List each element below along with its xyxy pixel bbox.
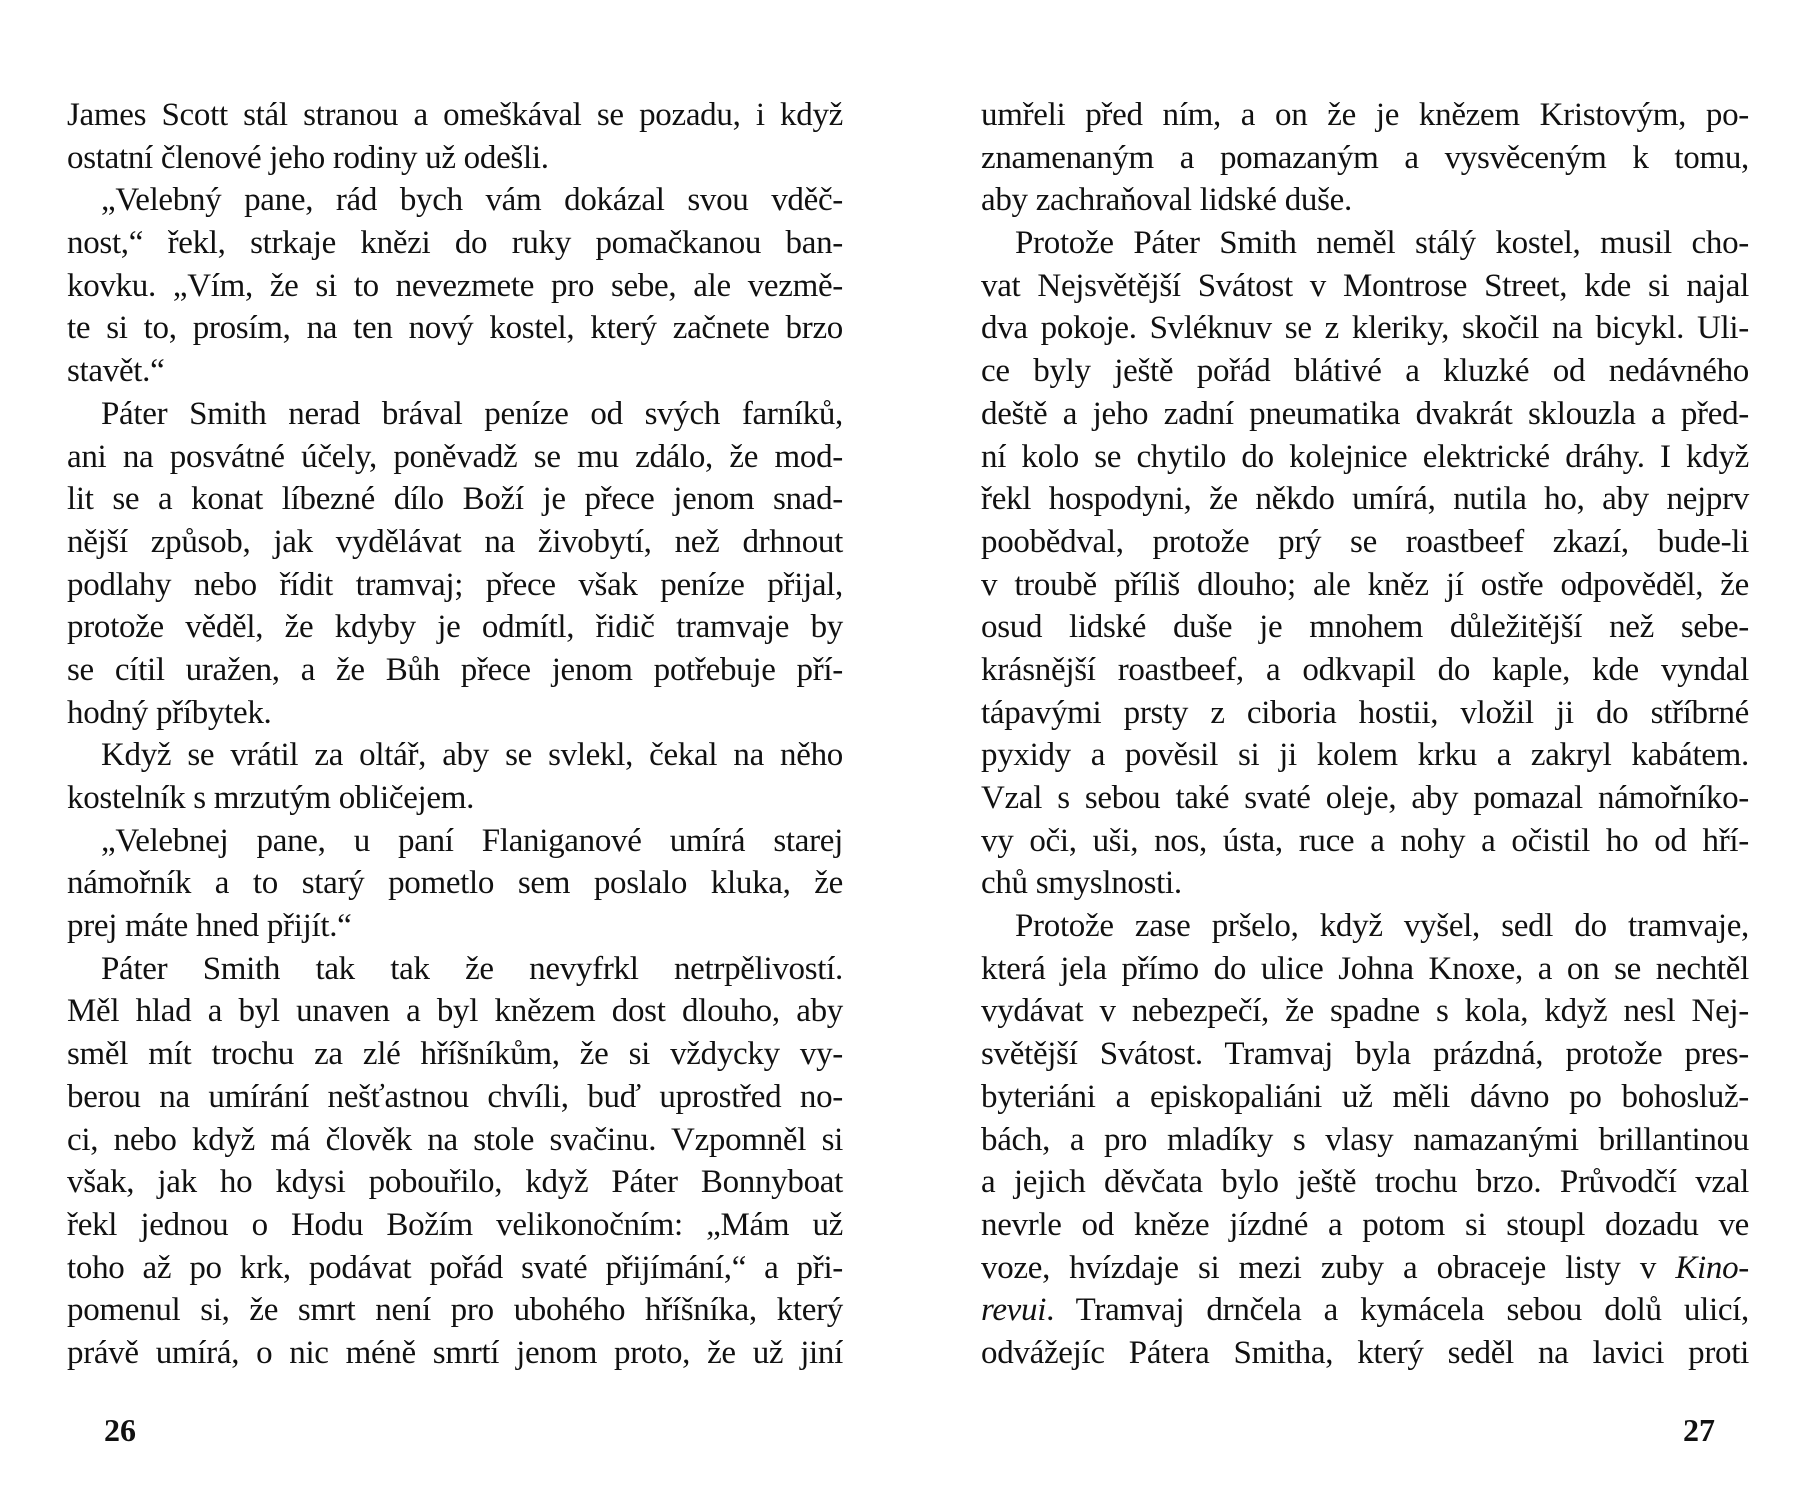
- text-line: [981, 564, 1749, 607]
- text-line: [981, 862, 1749, 905]
- text-line: [67, 179, 843, 222]
- text-line: [67, 1033, 843, 1076]
- text-line: [67, 820, 843, 863]
- text-span: Protože zase pršelo, když vyšel, sedl do tramvaje,: [1015, 908, 1749, 945]
- text-line: [981, 265, 1749, 308]
- text-line: [981, 94, 1749, 137]
- text-span: světější Svátost. Tramvaj byla prázdná, protože pres-: [981, 1036, 1749, 1073]
- text-line: [981, 393, 1749, 436]
- text-span: aby zachraňoval lidské duše.: [981, 182, 1352, 219]
- text-span: bách, a pro mladíky s vlasy namazanými brillantinou: [981, 1121, 1749, 1158]
- text-line: [981, 222, 1749, 265]
- text-line: [67, 862, 843, 905]
- text-span: deště a jeho zadní pneumatika dvakrát sklouzla a před-: [981, 395, 1749, 432]
- text-span: právě umírá, o nic méně smrtí jenom proto, že už jiní: [67, 1334, 843, 1371]
- text-span: te si to, prosím, na ten nový kostel, který začnete brzo: [67, 310, 843, 347]
- text-line: [67, 606, 843, 649]
- text-span: stavět.“: [67, 353, 165, 390]
- text-line: [981, 948, 1749, 991]
- text-span: znamenaným a pomazaným a vysvěceným k tomu,: [981, 139, 1749, 176]
- page-number-right: 27: [1683, 1412, 1715, 1448]
- text-span: ní kolo se chytilo do kolejnice elektrické dráhy. I když: [981, 438, 1749, 475]
- text-span: prej máte hned přijít.“: [67, 908, 352, 945]
- text-span: tápavými prsty z ciboria hostii, vložil ji do stříbrné: [981, 694, 1749, 731]
- text-line: [67, 521, 843, 564]
- text-line: [981, 1332, 1749, 1375]
- text-span: a jejich děvčata bylo ještě trochu brzo. Průvodčí vzal: [981, 1164, 1749, 1201]
- text-span: pomenul si, že smrt není pro ubohého hříšníka, který: [67, 1292, 843, 1329]
- text-span: Když se vrátil za oltář, aby se svlekl, čekal na něho: [101, 737, 843, 774]
- text-line: [67, 649, 843, 692]
- text-line: [67, 734, 843, 777]
- text-span: ci, nebo když má člověk na stole svačinu. Vzpomněl si: [67, 1121, 843, 1158]
- text-line: [67, 905, 843, 948]
- text-line: [67, 393, 843, 436]
- text-line: [67, 692, 843, 735]
- text-span: Páter Smith nerad brával peníze od svých farníků,: [101, 395, 843, 432]
- text-span: odvážejíc Pátera Smitha, který seděl na lavici proti: [981, 1334, 1749, 1371]
- text-line: [981, 649, 1749, 692]
- text-span: námořník a to starý pometlo sem poslalo kluka, že: [67, 865, 843, 902]
- text-span: směl mít trochu za zlé hříšníkům, že si vždycky vy-: [67, 1036, 843, 1073]
- text-line: [67, 1076, 843, 1119]
- text-line: [67, 1332, 843, 1375]
- text-line: [67, 990, 843, 1033]
- text-line: [981, 990, 1749, 1033]
- text-span: toho až po krk, podávat pořád svaté přijímání,“ a při-: [67, 1249, 843, 1286]
- text-span: „Velebnej pane, u paní Flaniganové umírá starej: [101, 822, 843, 859]
- text-span: „Velebný pane, rád bych vám dokázal svou vděč-: [101, 182, 843, 219]
- text-line: [981, 606, 1749, 649]
- text-line: [981, 1119, 1749, 1162]
- text-line: [67, 1289, 843, 1332]
- text-span: řekl jednou o Hodu Božím velikonočním: „Mám už: [67, 1206, 843, 1243]
- text-span: umřeli před ním, a on že je knězem Kristovým, po-: [981, 97, 1749, 133]
- text-span: . Tramvaj drnčela a kymácela sebou dolů ulicí,: [1046, 1292, 1749, 1329]
- text-line: [981, 777, 1749, 820]
- text-span: kostelník s mrzutým obličejem.: [67, 780, 475, 816]
- text-line: [67, 1161, 843, 1204]
- text-span: se cítil uražen, a že Bůh přece jenom potřebuje pří-: [67, 651, 843, 688]
- left-page-text: [67, 94, 843, 1375]
- text-span: vat Nejsvětější Svátost v Montrose Street, kde si najal: [981, 267, 1749, 304]
- text-line: [981, 1033, 1749, 1076]
- text-span: která jela přímo do ulice Johna Knoxe, a on se nechtěl: [981, 950, 1749, 987]
- italic-text: revui: [981, 1292, 1047, 1329]
- page-number-left: 26: [104, 1412, 136, 1448]
- text-line: [67, 137, 843, 180]
- italic-text: Kino-: [1675, 1249, 1749, 1286]
- text-span: ani na posvátné účely, poněvadž se mu zdálo, že mod-: [67, 438, 843, 475]
- text-span: nevrle od kněze jízdné a potom si stoupl dozadu ve: [981, 1206, 1749, 1243]
- text-line: [981, 1161, 1749, 1204]
- text-line: [67, 564, 843, 607]
- text-span: v troubě příliš dlouho; ale kněz jí ostře odpověděl, že: [981, 566, 1749, 603]
- text-span: vydávat v nebezpečí, že spadne s kola, když nesl Nej-: [981, 993, 1749, 1030]
- text-line: [981, 1076, 1749, 1119]
- text-line: [67, 436, 843, 479]
- text-span: nost,“ řekl, strkaje knězi do ruky pomačkanou ban-: [67, 225, 843, 262]
- text-line: [981, 436, 1749, 479]
- text-span: byteriáni a episkopaliáni už měli dávno po bohosluž-: [981, 1078, 1749, 1115]
- text-line: [981, 692, 1749, 735]
- text-line: [67, 1119, 843, 1162]
- text-line: [67, 478, 843, 521]
- text-span: James Scott stál stranou a omeškával se pozadu, i když: [67, 97, 843, 133]
- text-span: dva pokoje. Svléknuv se z kleriky, skočil na bicykl. Uli-: [981, 310, 1749, 347]
- text-line: [981, 1204, 1749, 1247]
- text-line: [981, 521, 1749, 564]
- text-line: [981, 307, 1749, 350]
- text-span: nější způsob, jak vydělávat na živobytí, než drhnout: [67, 523, 843, 560]
- text-line: [981, 905, 1749, 948]
- text-line: [981, 179, 1749, 222]
- text-line: [67, 222, 843, 265]
- text-line: [67, 1247, 843, 1290]
- text-span: pyxidy a pověsil si ji kolem krku a zakryl kabátem.: [981, 737, 1749, 774]
- text-span: ce byly ještě pořád blátivé a kluzké od nedávného: [981, 353, 1749, 390]
- text-span: protože věděl, že kdyby je odmítl, řidič tramvaje by: [67, 609, 843, 646]
- text-span: Vzal s sebou také svaté oleje, aby pomazal námořníko-: [981, 780, 1749, 816]
- text-span: Protože Páter Smith neměl stálý kostel, musil cho-: [1015, 225, 1749, 262]
- text-span: voze, hvízdaje si mezi zuby a obraceje listy v: [981, 1249, 1676, 1286]
- text-span: kovku. „Vím, že si to nevezmete pro sebe, ale vezmě-: [67, 267, 843, 304]
- text-line: [981, 820, 1749, 863]
- text-line: [67, 307, 843, 350]
- text-line: [67, 350, 843, 393]
- text-span: krásnější roastbeef, a odkvapil do kaple, kde vyndal: [981, 651, 1749, 688]
- text-span: berou na umírání nešťastnou chvíli, buď uprostřed no-: [67, 1078, 843, 1115]
- text-span: vy oči, uši, nos, ústa, ruce a nohy a očistil ho od hří-: [981, 822, 1749, 859]
- text-line: [981, 1247, 1749, 1290]
- text-span: však, jak ho kdysi pobouřilo, když Páter Bonnyboat: [67, 1164, 843, 1201]
- text-span: Měl hlad a byl unaven a byl knězem dost dlouho, aby: [67, 993, 843, 1030]
- text-span: hodný příbytek.: [67, 694, 272, 731]
- text-line: [981, 137, 1749, 180]
- text-line: [981, 1289, 1749, 1332]
- text-line: [981, 350, 1749, 393]
- text-span: osud lidské duše je mnohem důležitější než sebe-: [981, 609, 1749, 646]
- text-span: ostatní členové jeho rodiny už odešli.: [67, 139, 549, 176]
- text-span: podlahy nebo řídit tramvaj; přece však peníze přijal,: [67, 566, 843, 603]
- text-span: řekl hospodyni, že někdo umírá, nutila ho, aby nejprv: [981, 481, 1749, 518]
- text-span: lit se a konat líbezné dílo Boží je přece jenom snad-: [67, 481, 843, 518]
- text-line: [67, 1204, 843, 1247]
- text-line: [67, 777, 843, 820]
- text-line: [67, 265, 843, 308]
- text-line: [981, 734, 1749, 777]
- text-line: [67, 948, 843, 991]
- right-page-text: [981, 94, 1749, 1375]
- text-span: Páter Smith tak tak že nevyfrkl netrpělivostí.: [101, 950, 843, 987]
- text-line: [981, 478, 1749, 521]
- text-span: chů smyslnosti.: [981, 865, 1182, 902]
- text-span: poobědval, protože prý se roastbeef zkazí, bude-li: [981, 523, 1749, 560]
- text-line: [67, 94, 843, 137]
